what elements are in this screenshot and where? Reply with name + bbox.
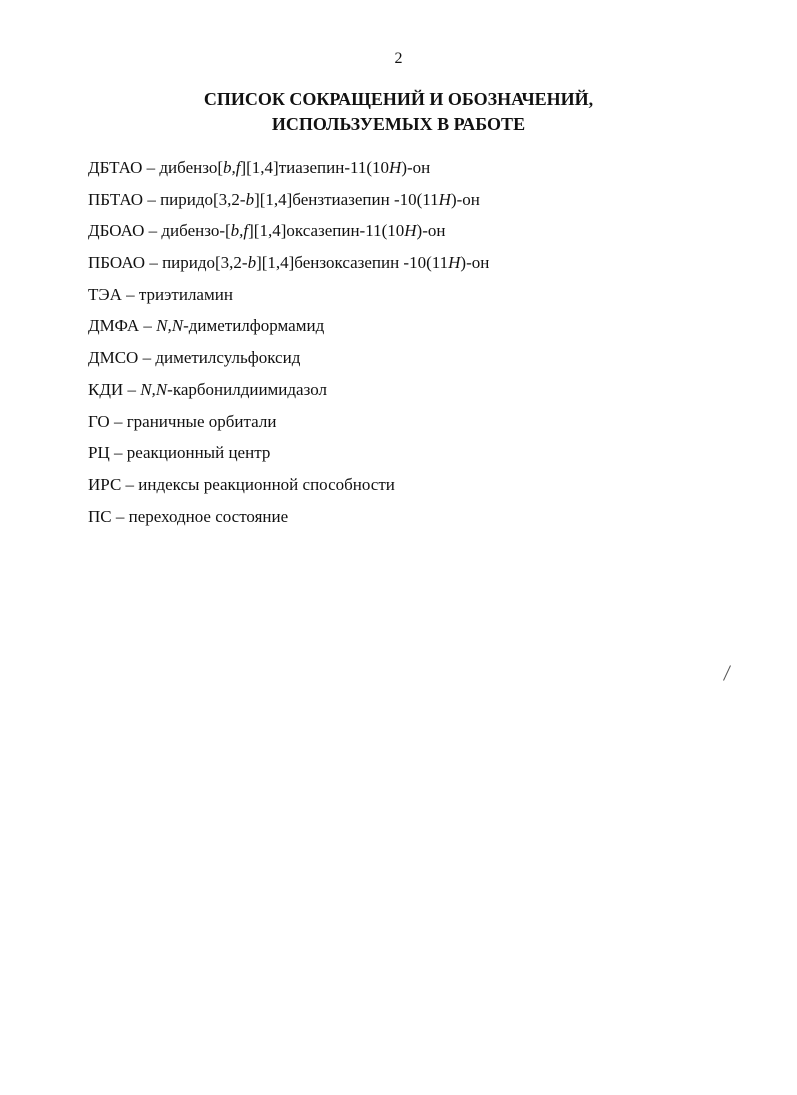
abbreviation-entry [88,247,768,279]
abbreviation-dash: – [138,348,156,368]
definition-part: пиридо[3,2- [162,253,248,273]
definition-part: )-он [450,189,480,209]
page-number: 2 [394,50,403,67]
definition-part: дибензо-[ [161,221,231,241]
abbreviation-dash: – [123,379,141,399]
definition-part: )-он [460,253,490,273]
abbreviation-term: ПБТАО [88,189,144,209]
abbreviation-term: РЦ [88,443,110,463]
abbreviation-entry [88,406,768,438]
definition-part: ][1,4]тиазепин-11(10 [240,158,390,177]
abbreviation-definition [159,158,430,177]
definition-italic-part: b [247,253,257,273]
abbreviation-term: ИРС [88,474,122,494]
abbreviation-dash: – [139,316,157,336]
abbreviation-definition [155,348,300,367]
definition-part: )-он [401,158,431,177]
definition-italic-part: H [404,221,417,241]
abbreviation-dash: – [142,158,160,177]
abbreviation-list [88,152,768,532]
definition-part: реакционный центр [126,443,271,463]
abbreviation-dash: – [143,189,161,209]
abbreviation-dash: – [109,443,127,463]
definition-part: ][1,4]бензоксазепин -10(11 [256,253,449,273]
abbreviation-entry [88,342,768,374]
abbreviation-term: КДИ [88,379,124,399]
abbreviation-term: ДМСО [88,348,139,368]
definition-part: индексы реакционной способности [138,474,395,494]
definition-italic-part: N,N [140,379,168,399]
definition-part: пиридо[3,2- [160,189,246,209]
definition-part: -диметилформамид [183,316,325,336]
definition-italic-part: N,N [156,316,184,336]
abbreviation-entry [88,469,768,501]
abbreviation-entry [88,501,768,533]
abbreviation-term: ДМФА [88,316,140,336]
definition-italic-part: H [438,189,451,209]
definition-part: диметилсульфоксид [155,348,301,368]
definition-part: граничные орбитали [126,411,277,431]
abbreviation-definition [127,443,271,462]
definition-italic-part: H [389,158,402,177]
abbreviation-entry [88,310,768,342]
abbreviation-dash: – [121,474,139,494]
abbreviation-definition [138,475,395,494]
abbreviation-entry [88,184,768,216]
abbreviation-dash: – [109,411,127,431]
definition-part: триэтиламин [138,284,233,304]
abbreviation-term: ПБОАО [88,253,146,273]
abbreviation-definition [140,380,327,399]
definition-italic-part: b,f [230,221,249,241]
pen-mark [722,664,732,682]
abbreviation-dash: – [121,284,139,304]
abbreviation-definition [139,285,233,304]
page-title [0,87,797,137]
abbreviation-entry [88,279,768,311]
abbreviation-term: ПС [88,506,112,526]
definition-italic-part: b [245,189,255,209]
definition-part: ][1,4]бензтиазепин -10(11 [254,189,439,209]
abbreviation-term: ДБОАО [88,221,145,241]
abbreviation-dash: – [145,253,163,273]
abbreviation-entry [88,152,768,184]
abbreviation-term: ГО [88,411,110,431]
title-line-1: СПИСОК СОКРАЩЕНИЙ И ОБОЗНАЧЕНИЙ, [203,89,594,109]
abbreviation-entry [88,215,768,247]
definition-italic-part: b,f [222,158,241,177]
definition-part: дибензо[ [159,158,223,177]
title-line-2: ИСПОЛЬЗУЕМЫХ В РАБОТЕ [271,114,526,134]
abbreviation-definition [161,221,445,240]
abbreviation-term: ТЭА [88,284,122,304]
definition-part: )-он [416,221,446,241]
definition-italic-part: H [448,253,461,273]
abbreviation-definition [127,412,277,431]
definition-part: ][1,4]оксазепин-11(10 [248,221,405,241]
definition-part: -карбонилдиимидазол [167,379,327,399]
abbreviation-definition [160,190,480,209]
abbreviation-term: ДБТАО [88,158,143,177]
abbreviation-entry [88,374,768,406]
abbreviation-dash: – [111,506,129,526]
abbreviation-definition [162,253,489,272]
abbreviation-definition [156,316,324,335]
definition-part: переходное состояние [128,506,289,526]
abbreviation-definition [129,507,289,526]
abbreviation-entry [88,437,768,469]
abbreviation-dash: – [144,221,162,241]
